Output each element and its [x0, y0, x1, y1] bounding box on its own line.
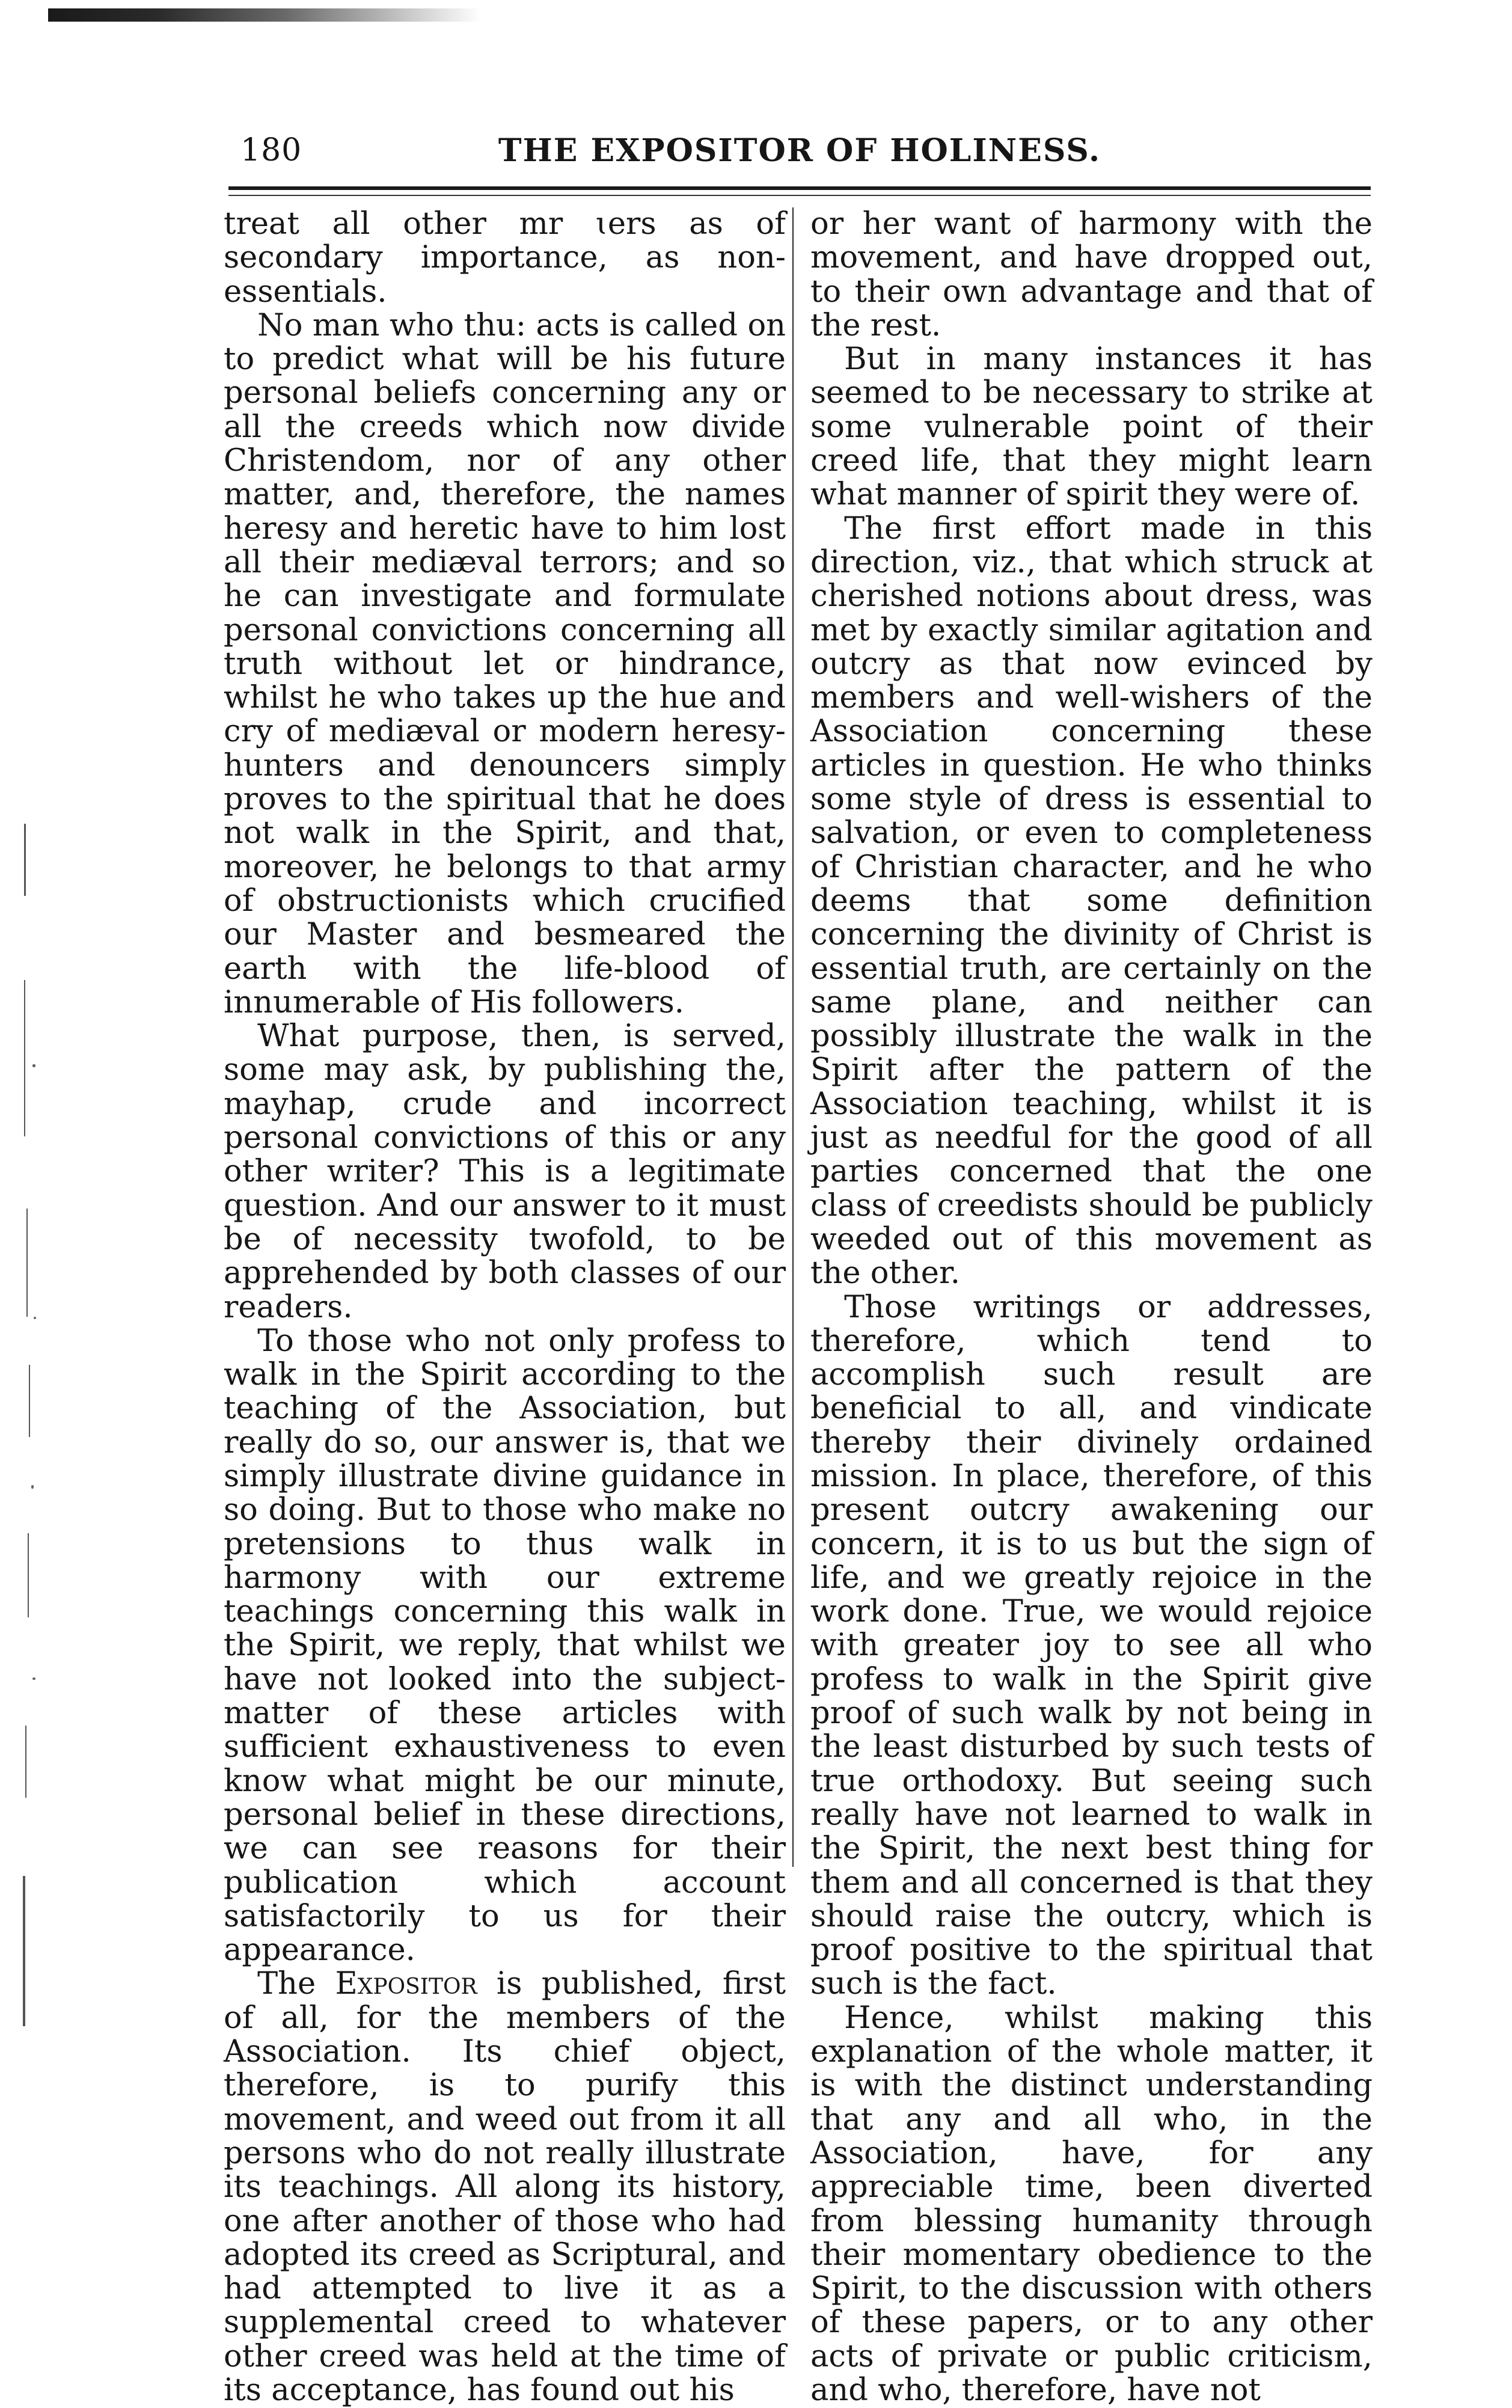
- paragraph: Those writings or addresses, therefore, which tend to accomplish such result are beneficial to all, and vindicate thereby their divinely ordained mission. In place, therefore, of this present outcry awakening our concern, it is to us but the sign of life, and we greatly rejoice in the work done. True, we would rejoice with greater joy to see all who profess to walk in the Spirit give proof of such walk by not being in the least disturbed by such tests of true orthodoxy. But seeing such really have not learned to walk in the Spirit, the next best thing for them and all concerned is that they should raise the outcry, which is proof positive to the spiritual that such is the fact.: [810, 1289, 1373, 2002]
- margin-speck: [34, 1317, 36, 1319]
- header-rule-thin: [228, 195, 1371, 196]
- margin-mark: [24, 824, 26, 896]
- binding-margin-marks: [18, 824, 42, 2146]
- text-run: is published, first of all, for the members of the Association. Its chief object, therefore, is to purify this movement, and weed out from it all persons who do not really illustrate its teachings. All along its history, one after another of those who had adopted its creed as Scriptural, and had attempted to live it as a supplemental creed to whatever other creed was held at the time of its acceptance, has found out his: [224, 1966, 786, 2408]
- paragraph: What purpose, then, is served, some may ask, by publishing the, mayhap, crude and incorrect personal convictions of this or any other writer? This is a legitimate question. And our answer to it must be of necessity twofold, to be apprehended by both classes of our readers.: [224, 1019, 786, 1325]
- running-title: THE EXPOSITOR OF HOLINESS.: [498, 132, 1101, 169]
- margin-mark: [29, 1365, 30, 1437]
- page-number: 180: [240, 132, 302, 168]
- publication-name: Expositor: [335, 1966, 477, 2002]
- margin-mark: [24, 980, 25, 1136]
- right-column: [810, 206, 1373, 2408]
- paragraph: No man who thu: acts is called on to predict what will be his future personal beliefs concerning any or all the creeds which now divide Christendom, nor of any other matter, and, therefore, the names heresy and heretic have to him lost all their mediæval terrors; and so he can investigate and formulate personal convictions concerning all truth without let or hindrance, whilst he who takes up the hue and cry of mediæval or modern heresy-hunters and denouncers simply proves to the spiritual that he does not walk in the Spirit, and that, moreover, he belongs to that army of obstructionists which crucified our Master and besmeared the earth with the life-blood of innumerable of His followers.: [224, 307, 786, 1020]
- margin-mark: [23, 1876, 25, 2026]
- paragraph-expositor: [224, 1967, 786, 2407]
- margin-mark: [26, 1209, 28, 1317]
- margin-mark: [25, 1726, 26, 1798]
- margin-speck: [31, 1485, 34, 1489]
- paragraph: treat all other mr ɩers as of secondary importance, as non-essentials.: [224, 206, 786, 310]
- scan-edge-artifact: [48, 8, 481, 22]
- text-run: The: [257, 1966, 335, 2002]
- margin-mark: [28, 1533, 29, 1617]
- paragraph: The first effort made in this direction, viz., that which struck at cherished notions about dress, was met by exactly similar agitation and outcry as that now evinced by members and well-wishers of the Association concerning these articles in question. He who thinks some style of dress is essential to salvation, or even to completeness of Christian character, and he who deems that some definition concerning the divinity of Christ is essential truth, are certainly on the same plane, and neither can possibly illustrate the walk in the Spirit after the pattern of the Association teaching, whilst it is just as needful for the good of all parties concerned that the one class of creedists should be publicly weeded out of this movement as the other.: [810, 510, 1373, 1291]
- paragraph: But in many instances it has seemed to be necessary to strike at some vulnerable point of their creed life, that they might learn what manner of spirit they were of.: [810, 342, 1373, 513]
- left-column: [224, 206, 786, 2408]
- paragraph: Hence, whilst making this explanation of the whole matter, it is with the distinct understanding that any and all who, in the Association, have, for any appreciable time, been diverted from blessing humanity through their momentary obedience to the Spirit, to the discussion with others of these papers, or to any other acts of private or public criticism, and who, therefore, have not: [810, 2000, 1373, 2408]
- margin-speck: [32, 1064, 35, 1067]
- column-divider: [792, 207, 794, 1867]
- paragraph: To those who not only profess to walk in the Spirit according to the teaching of the Association, but really do so, our answer is, that we simply illustrate divine guidance in so doing. But to those who make no pretensions to thus walk in harmony with our extreme teachings concerning this walk in the Spirit, we reply, that whilst we have not looked into the subject-matter of these articles with sufficient exhaustiveness to even know what might be our minute, personal belief in these directions, we can see reasons for their publication which account satisfactorily to us for their appearance.: [224, 1323, 786, 1968]
- header-rule-thick: [228, 186, 1371, 190]
- paragraph: or her want of harmony with the movement, and have dropped out, to their own advantage and that of the rest.: [810, 206, 1373, 343]
- margin-speck: [32, 1677, 35, 1680]
- page-header: [228, 120, 1371, 186]
